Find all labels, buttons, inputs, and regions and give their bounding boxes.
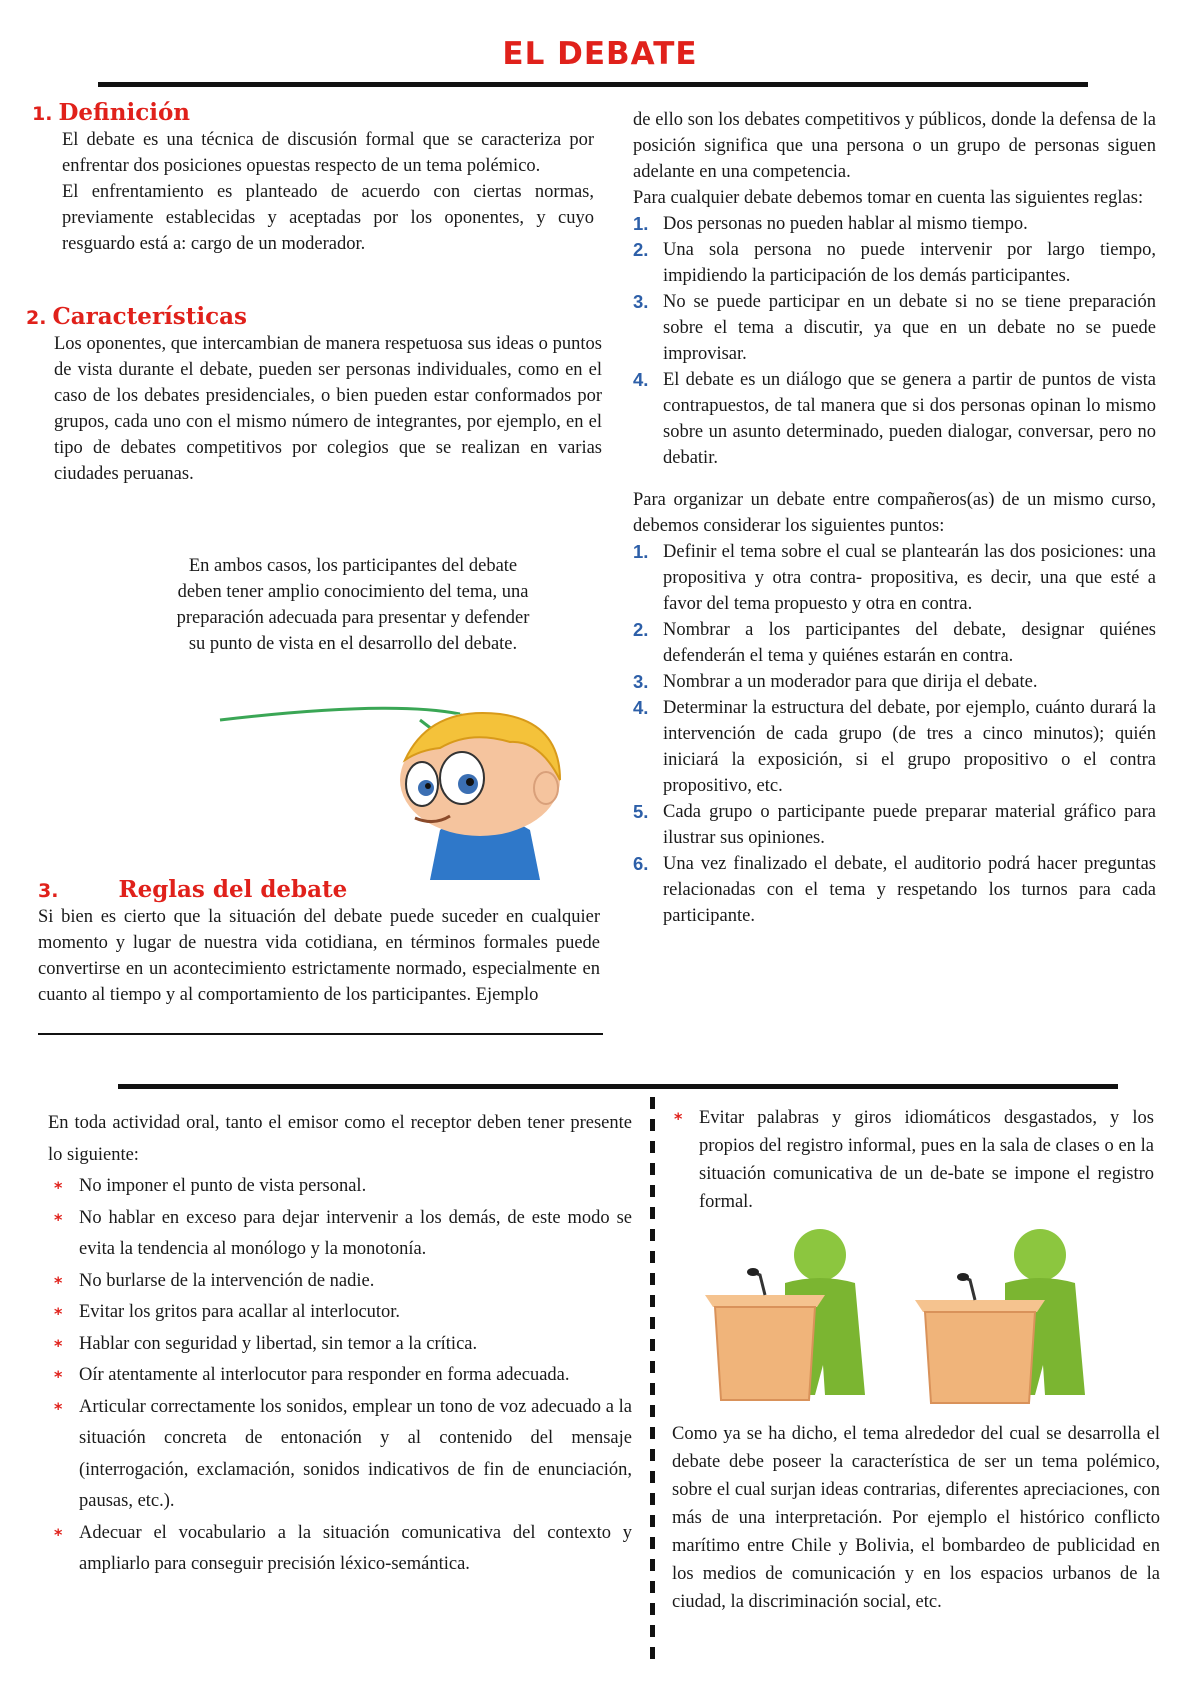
list-text: Evitar los gritos para acallar al interlocutor. — [79, 1302, 401, 1322]
list-text: Articular correctamente los sonidos, emplear un tono de voz adecuado a la situación concreta de entonación y al contenido del mensaje (interrogación, exclamación, sonidos indicativos de fin de enunciación, pausas, etc.). — [79, 1396, 632, 1511]
list-item — [633, 799, 1156, 851]
organize-lead: Para organizar un debate entre compañeros(as) de un mismo curso, debemos considerar los siguientes puntos: — [633, 490, 1156, 536]
speaker-podium-icon — [915, 1229, 1085, 1403]
list-item — [633, 695, 1156, 799]
podium-speakers-illustration — [675, 1225, 1155, 1410]
section-2-heading — [26, 304, 247, 331]
list-number: 5. — [633, 801, 649, 822]
list-text: No burlarse de la intervención de nadie. — [79, 1270, 375, 1291]
definition-paragraph-2: El enfrentamiento es planteado de acuerdo con ciertas normas, previamente establecidas y aceptadas por los oponentes, y cuyo resguardo está a: cargo de un moderador. — [62, 182, 594, 254]
formal-register-block — [668, 1104, 1154, 1216]
list-text: Una vez finalizado el debate, el auditorio podrá hacer preguntas relacionadas con el tema y respetando los turnos para cada participante. — [663, 854, 1156, 926]
list-number: 3. — [633, 291, 649, 312]
asterisk-icon: * — [54, 1304, 63, 1323]
list-number: 2. — [633, 239, 649, 260]
asterisk-icon: * — [54, 1178, 63, 1197]
oral-activity-block — [48, 1108, 632, 1581]
list-text: Cada grupo o participante puede preparar material gráfico para ilustrar sus opiniones. — [663, 802, 1156, 848]
section-2-number: 2. — [26, 307, 47, 329]
list-text: Oír atentamente al interlocutor para responder en forma adecuada. — [79, 1365, 570, 1385]
section-2-body — [54, 331, 602, 487]
list-number: 1. — [633, 541, 649, 562]
right-column — [633, 107, 1156, 929]
asterisk-icon: * — [54, 1524, 63, 1544]
list-item — [48, 1518, 632, 1581]
asterisk-icon: * — [54, 1367, 63, 1386]
section-3-body — [38, 904, 600, 1008]
asterisk-icon: * — [54, 1335, 63, 1355]
list-item — [633, 617, 1156, 669]
list-item — [633, 289, 1156, 367]
list-item — [633, 211, 1156, 237]
definition-paragraph: El debate es una técnica de discusión formal que se caracteriza por enfrentar dos posiciones opuestas respecto de un tema polémico. — [62, 130, 594, 176]
rules-intro-paragraph: Si bien es cierto que la situación del debate puede suceder en cualquier momento y lugar de nuestra vida cotidiana, en términos formales puede convertirse en un acontecimiento estrictamente normado, especialmente en cuanto al tiempo y al comportamiento de los participantes. Ejemplo — [38, 907, 600, 1005]
list-number: 3. — [633, 671, 649, 692]
list-text: No imponer el punto de vista personal. — [79, 1176, 367, 1196]
rules-lead: Para cualquier debate debemos tomar en cuenta las siguientes reglas: — [633, 188, 1144, 208]
list-text: No hablar en exceso para dejar intervenir a los demás, de este modo se evita la tendencia al monólogo y la monotonía. — [79, 1207, 632, 1259]
section-3-heading — [38, 877, 347, 904]
boy-illustration — [210, 700, 570, 880]
list-number: 6. — [633, 853, 649, 874]
boy-icon — [400, 713, 560, 880]
list-number: 2. — [633, 619, 649, 640]
oral-activity-lead: En toda actividad oral, tanto el emisor como el receptor deben tener presente lo siguiente: — [48, 1113, 632, 1165]
list-item — [48, 1392, 632, 1518]
list-item — [48, 1329, 632, 1361]
list-number: 4. — [633, 369, 649, 390]
section-3-number: 3. — [38, 880, 59, 902]
speech-bubble-text: En ambos casos, los participantes del debate deben tener amplio conocimiento del tema, una preparación adecuada para presentar y defender su punto de vista en el desarrollo del debate. — [176, 556, 530, 654]
closing-paragraph: Como ya se ha dicho, el tema alrededor del cual se desarrolla el debate debe poseer la característica de ser un tema polémico, sobre el cual surjan ideas contrarias, diferentes apreciaciones, con más de una interpretación. Por ejemplo el histórico conflicto marítimo entre Chile y Bolivia, el bombardeo de publicidad en los medios de comunicación y en los espacios urbanos de la ciudad, la discriminación social, etc. — [672, 1424, 1160, 1612]
list-item — [633, 237, 1156, 289]
section-divider — [118, 1084, 1118, 1089]
section-1-title: Definición — [58, 99, 191, 126]
list-text: Dos personas no pueden hablar al mismo tiempo. — [663, 214, 1028, 234]
list-text: Una sola persona no puede intervenir por largo tiempo, impidiendo la participación de los demás participantes. — [663, 240, 1156, 286]
list-text: Definir el tema sobre el cual se plantearán las dos posiciones: una propositiva y otra contra- propositiva, es decir, una que esté a favor del tema propuesto y otra en contra. — [663, 542, 1156, 614]
asterisk-icon: * — [54, 1209, 63, 1229]
oral-guidelines-list — [48, 1171, 632, 1581]
section-3-title: Reglas del debate — [118, 876, 348, 903]
list-text: Nombrar a los participantes del debate, designar quiénes defenderán el tema y quiénes estarán en contra. — [663, 620, 1156, 666]
rules-continuation: de ello son los debates competitivos y públicos, donde la defensa de la posición significa que una persona o un grupo de personas siguen adelante en una competencia. — [633, 110, 1156, 182]
column-divider — [650, 1097, 655, 1662]
title-divider — [98, 82, 1088, 87]
asterisk-icon: * — [674, 1109, 683, 1128]
page-title: EL DEBATE — [502, 36, 698, 72]
debate-rules-list — [633, 211, 1156, 471]
list-number: 1. — [633, 213, 649, 234]
list-item — [633, 367, 1156, 471]
section-3-underline — [38, 1033, 603, 1035]
list-item — [633, 851, 1156, 929]
section-2-title: Características — [52, 303, 247, 330]
list-number: 4. — [633, 697, 649, 718]
closing-block — [672, 1420, 1160, 1616]
formal-register-list — [668, 1104, 1154, 1216]
speaker-podium-icon — [705, 1229, 865, 1400]
list-item — [633, 669, 1156, 695]
list-text: El debate es un diálogo que se genera a partir de puntos de vista contrapuestos, de tal manera que si dos personas opinan lo mismo sobre un asunto determinado, pueden dialogar, conversar, pero no debatir. — [663, 370, 1156, 468]
list-item — [48, 1266, 632, 1298]
asterisk-icon: * — [54, 1398, 63, 1418]
list-text: Evitar palabras y giros idiomáticos desgastados, y los propios del registro informal, pues en la sala de clases o en la situación comunicativa de un de-bate se impone el registro formal. — [699, 1108, 1154, 1212]
list-text: Hablar con seguridad y libertad, sin temor a la crítica. — [79, 1333, 478, 1354]
list-text: Nombrar a un moderador para que dirija el debate. — [663, 672, 1038, 692]
section-1-heading — [32, 100, 190, 127]
section-1-body — [62, 127, 594, 257]
list-text: Determinar la estructura del debate, por ejemplo, cuánto durará la intervención de cada grupo (de tres a cinco minutos); quién iniciará la exposición, si el grupo propositivo o el contra propositivo, etc. — [663, 698, 1156, 796]
list-item — [48, 1203, 632, 1266]
asterisk-icon: * — [54, 1272, 63, 1292]
list-text: No se puede participar en un debate si no se tiene preparación sobre el tema a discutir, ya que en un debate no se puede improvisar. — [663, 292, 1156, 364]
characteristics-paragraph: Los oponentes, que intercambian de manera respetuosa sus ideas o puntos de vista durante el debate, pueden ser personas individuales, como en el caso de los debates presidenciales, o bien pueden estar conformados por grupos, cada uno con el mismo número de integrantes, por ejemplo, en el tipo de debates competitivos por colegios que se realizan en varias ciudades peruanas. — [54, 334, 602, 484]
list-item — [48, 1360, 632, 1392]
list-text: Adecuar el vocabulario a la situación comunicativa del contexto y ampliarlo para conseguir precisión léxico-semántica. — [79, 1522, 632, 1574]
organize-steps-list — [633, 539, 1156, 929]
list-item — [48, 1171, 632, 1203]
list-item — [48, 1297, 632, 1329]
list-item — [668, 1104, 1154, 1216]
section-1-number: 1. — [32, 103, 53, 125]
list-item — [633, 539, 1156, 617]
bubble-tail-line — [220, 708, 460, 720]
